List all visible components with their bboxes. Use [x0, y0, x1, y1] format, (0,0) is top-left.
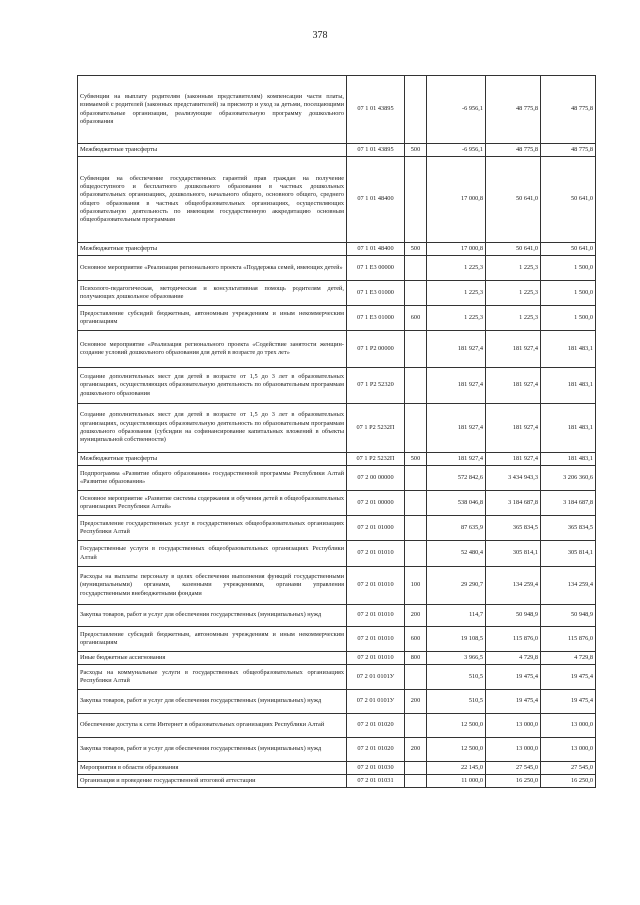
- row-amount-year-1: 510,5: [427, 665, 486, 690]
- row-amount-year-2: 181 927,4: [486, 331, 541, 368]
- row-expense-type: [405, 331, 427, 368]
- row-target-code: 07 1 E3 00000: [347, 256, 405, 281]
- row-amount-year-2: 305 814,1: [486, 541, 541, 567]
- row-name: Иные бюджетные ассигнования: [78, 652, 347, 665]
- row-amount-year-3: 3 206 360,6: [541, 466, 596, 491]
- row-amount-year-3: 16 250,0: [541, 775, 596, 788]
- row-name: Организация и проведение государственной итоговой аттестации: [78, 775, 347, 788]
- row-name: Субвенции на выплату родителям (законным представителям) компенсации части платы, взимаемой с родителей (законных представителей) за присмотр и уход за детьми, посещающими образовательные организации, реализующие образовательную программу дошкольного образования: [78, 76, 347, 144]
- table-row: [78, 738, 596, 762]
- row-target-code: 07 2 01 00000: [347, 491, 405, 516]
- row-name: Предоставление субсидий бюджетным, автономным учреждениям и иным некоммерческим организациям: [78, 627, 347, 652]
- row-amount-year-3: 115 876,0: [541, 627, 596, 652]
- row-amount-year-3: 19 475,4: [541, 690, 596, 714]
- row-amount-year-3: 48 775,8: [541, 76, 596, 144]
- row-amount-year-1: -6 956,1: [427, 76, 486, 144]
- row-expense-type: [405, 404, 427, 453]
- row-amount-year-2: 1 225,3: [486, 306, 541, 331]
- row-amount-year-2: 48 775,8: [486, 144, 541, 157]
- page-number: 378: [312, 30, 328, 41]
- row-amount-year-2: 181 927,4: [486, 404, 541, 453]
- row-amount-year-2: 4 729,8: [486, 652, 541, 665]
- row-amount-year-3: 1 500,0: [541, 256, 596, 281]
- table-row: [78, 541, 596, 567]
- table-row: [78, 281, 596, 306]
- row-target-code: 07 2 01 01010: [347, 605, 405, 627]
- row-target-code: 07 2 01 01000: [347, 516, 405, 541]
- row-amount-year-2: 19 475,4: [486, 690, 541, 714]
- row-amount-year-1: 510,5: [427, 690, 486, 714]
- row-amount-year-1: 87 635,9: [427, 516, 486, 541]
- row-expense-type: [405, 466, 427, 491]
- row-amount-year-2: 181 927,4: [486, 453, 541, 466]
- row-amount-year-1: 181 927,4: [427, 453, 486, 466]
- row-amount-year-1: 22 145,0: [427, 762, 486, 775]
- row-amount-year-3: 181 483,1: [541, 453, 596, 466]
- row-target-code: 07 1 E3 01000: [347, 281, 405, 306]
- row-target-code: 07 1 P2 52320: [347, 368, 405, 404]
- row-name: Межбюджетные трансферты: [78, 243, 347, 256]
- row-amount-year-1: 181 927,4: [427, 331, 486, 368]
- row-amount-year-3: 13 000,0: [541, 714, 596, 738]
- budget-table: [77, 75, 596, 788]
- row-expense-type: 500: [405, 453, 427, 466]
- row-expense-type: [405, 491, 427, 516]
- row-expense-type: 200: [405, 605, 427, 627]
- row-target-code: 07 1 P2 5232П: [347, 453, 405, 466]
- row-amount-year-1: 181 927,4: [427, 368, 486, 404]
- row-amount-year-2: 48 775,8: [486, 76, 541, 144]
- row-amount-year-1: 572 842,6: [427, 466, 486, 491]
- row-amount-year-2: 50 641,0: [486, 243, 541, 256]
- table-row: [78, 690, 596, 714]
- table-row: [78, 491, 596, 516]
- table-row: [78, 404, 596, 453]
- row-amount-year-1: 1 225,3: [427, 306, 486, 331]
- row-amount-year-3: 365 834,5: [541, 516, 596, 541]
- row-name: Предоставление государственных услуг в государственных общеобразовательных организациях Республики Алтай: [78, 516, 347, 541]
- row-expense-type: 500: [405, 144, 427, 157]
- row-name: Подпрограмма «Развитие общего образования» государственной программы Республики Алтай «Развитие образования»: [78, 466, 347, 491]
- row-target-code: 07 1 01 48400: [347, 243, 405, 256]
- row-amount-year-3: 4 729,8: [541, 652, 596, 665]
- row-target-code: 07 2 01 01010: [347, 567, 405, 605]
- table-row: [78, 516, 596, 541]
- row-name: Закупка товаров, работ и услуг для обеспечения государственных (муниципальных) нужд: [78, 738, 347, 762]
- row-target-code: 07 2 00 00000: [347, 466, 405, 491]
- row-amount-year-2: 19 475,4: [486, 665, 541, 690]
- row-expense-type: [405, 516, 427, 541]
- table-row: [78, 256, 596, 281]
- row-expense-type: [405, 256, 427, 281]
- row-amount-year-1: 17 000,8: [427, 243, 486, 256]
- row-amount-year-3: 50 641,0: [541, 157, 596, 243]
- row-amount-year-2: 50 948,9: [486, 605, 541, 627]
- row-name: Психолого-педагогическая, методическая и консультативная помощь родителям детей, получающих дошкольное образование: [78, 281, 347, 306]
- table-row: [78, 605, 596, 627]
- row-amount-year-2: 16 250,0: [486, 775, 541, 788]
- row-amount-year-1: 12 500,0: [427, 738, 486, 762]
- table-row: [78, 157, 596, 243]
- row-expense-type: [405, 157, 427, 243]
- row-name: Межбюджетные трансферты: [78, 453, 347, 466]
- row-amount-year-3: 305 814,1: [541, 541, 596, 567]
- row-expense-type: 500: [405, 243, 427, 256]
- row-amount-year-1: 1 225,3: [427, 256, 486, 281]
- row-amount-year-3: 134 259,4: [541, 567, 596, 605]
- row-amount-year-3: 50 948,9: [541, 605, 596, 627]
- table-row: [78, 76, 596, 144]
- row-amount-year-3: 181 483,1: [541, 368, 596, 404]
- row-amount-year-1: -6 956,1: [427, 144, 486, 157]
- row-amount-year-1: 3 966,5: [427, 652, 486, 665]
- row-name: Мероприятия в области образования: [78, 762, 347, 775]
- row-amount-year-2: 50 641,0: [486, 157, 541, 243]
- row-target-code: 07 2 01 01010: [347, 541, 405, 567]
- row-amount-year-3: 1 500,0: [541, 306, 596, 331]
- table-row: [78, 368, 596, 404]
- table-row: [78, 306, 596, 331]
- row-amount-year-1: 19 108,5: [427, 627, 486, 652]
- row-target-code: 07 1 01 48400: [347, 157, 405, 243]
- row-amount-year-3: 13 000,0: [541, 738, 596, 762]
- row-name: Основное мероприятие «Реализация регионального проекта «Содействие занятости женщин-создание условий дошкольного образования для детей в возрасте до трех лет»: [78, 331, 347, 368]
- row-target-code: 07 2 01 01010: [347, 652, 405, 665]
- row-expense-type: [405, 281, 427, 306]
- row-target-code: 07 2 01 0101У: [347, 690, 405, 714]
- row-amount-year-2: 115 876,0: [486, 627, 541, 652]
- row-amount-year-1: 17 000,8: [427, 157, 486, 243]
- row-amount-year-2: 134 259,4: [486, 567, 541, 605]
- row-target-code: 07 2 01 01030: [347, 762, 405, 775]
- table-row: [78, 775, 596, 788]
- row-name: Межбюджетные трансферты: [78, 144, 347, 157]
- row-expense-type: 800: [405, 652, 427, 665]
- row-expense-type: [405, 714, 427, 738]
- table-row: [78, 567, 596, 605]
- row-amount-year-3: 27 545,0: [541, 762, 596, 775]
- row-target-code: 07 1 01 43895: [347, 144, 405, 157]
- row-target-code: 07 1 01 43895: [347, 76, 405, 144]
- row-target-code: 07 2 01 01031: [347, 775, 405, 788]
- row-target-code: 07 2 01 01020: [347, 738, 405, 762]
- row-name: Создание дополнительных мест для детей в возрасте от 1,5 до 3 лет в образовательных организациях, осуществляющих образовательную деятельность по образовательным программам дошкольного образования: [78, 368, 347, 404]
- row-name: Расходы на выплаты персоналу в целях обеспечения выполнения функций государственными (муниципальными) органами, казенными учреждениями, органами управления государственными внебюджетными фондами: [78, 567, 347, 605]
- row-name: Государственные услуги в государственных общеобразовательных организациях Республики Алтай: [78, 541, 347, 567]
- row-amount-year-2: 181 927,4: [486, 368, 541, 404]
- row-name: Создание дополнительных мест для детей в возрасте от 1,5 до 3 лет в образовательных организациях, осуществляющих образовательную деятельность по образовательным программам дошкольного образования (субсидии на софинансирование капитальных вложений в объекты муниципальной собственности): [78, 404, 347, 453]
- row-expense-type: 200: [405, 738, 427, 762]
- row-target-code: 07 2 01 0101У: [347, 665, 405, 690]
- row-name: Закупка товаров, работ и услуг для обеспечения государственных (муниципальных) нужд: [78, 605, 347, 627]
- row-expense-type: 100: [405, 567, 427, 605]
- row-name: Основное мероприятие «Развитие системы содержания и обучения детей в общеобразовательных организациях Республики Алтай»: [78, 491, 347, 516]
- row-amount-year-2: 1 225,3: [486, 256, 541, 281]
- row-amount-year-2: 3 434 943,3: [486, 466, 541, 491]
- row-expense-type: 600: [405, 306, 427, 331]
- row-expense-type: [405, 541, 427, 567]
- row-amount-year-1: 12 500,0: [427, 714, 486, 738]
- row-amount-year-2: 3 184 687,8: [486, 491, 541, 516]
- row-amount-year-3: 3 184 687,8: [541, 491, 596, 516]
- row-amount-year-1: 11 000,0: [427, 775, 486, 788]
- row-amount-year-1: 538 046,8: [427, 491, 486, 516]
- row-name: Обеспечение доступа к сети Интернет в образовательных организациях Республики Алтай: [78, 714, 347, 738]
- row-amount-year-1: 52 480,4: [427, 541, 486, 567]
- table-row: [78, 714, 596, 738]
- row-amount-year-1: 114,7: [427, 605, 486, 627]
- row-name: Предоставление субсидий бюджетным, автономным учреждениям и иным некоммерческим организациям: [78, 306, 347, 331]
- row-target-code: 07 2 01 01020: [347, 714, 405, 738]
- table-row: [78, 331, 596, 368]
- row-expense-type: [405, 762, 427, 775]
- row-expense-type: 200: [405, 690, 427, 714]
- row-name: Субвенции на обеспечение государственных гарантий прав граждан на получение общедоступного и бесплатного дошкольного образования в частных дошкольных образовательных организациях, дошкольного, начального общего, основного общего, среднего общего образования в частных общеобразовательных организациях, осуществляющих образовательную деятельность по имеющим государственную аккредитацию основным общеобразовательным программам: [78, 157, 347, 243]
- row-amount-year-2: 13 000,0: [486, 714, 541, 738]
- row-expense-type: 600: [405, 627, 427, 652]
- row-target-code: 07 1 P2 00000: [347, 331, 405, 368]
- row-expense-type: [405, 76, 427, 144]
- table-row: [78, 144, 596, 157]
- row-name: Расходы на коммунальные услуги в государственных общеобразовательных организациях Республики Алтай: [78, 665, 347, 690]
- row-target-code: 07 1 E3 01000: [347, 306, 405, 331]
- row-amount-year-3: 50 641,0: [541, 243, 596, 256]
- row-amount-year-3: 181 483,1: [541, 331, 596, 368]
- row-amount-year-2: 27 545,0: [486, 762, 541, 775]
- row-amount-year-1: 181 927,4: [427, 404, 486, 453]
- row-name: Закупка товаров, работ и услуг для обеспечения государственных (муниципальных) нужд: [78, 690, 347, 714]
- table-row: [78, 665, 596, 690]
- row-amount-year-3: 48 775,8: [541, 144, 596, 157]
- row-amount-year-1: 29 290,7: [427, 567, 486, 605]
- row-amount-year-1: 1 225,3: [427, 281, 486, 306]
- table-row: [78, 652, 596, 665]
- row-amount-year-2: 13 000,0: [486, 738, 541, 762]
- table-row: [78, 627, 596, 652]
- table-row: [78, 466, 596, 491]
- table-row: [78, 453, 596, 466]
- row-expense-type: [405, 775, 427, 788]
- table-row: [78, 762, 596, 775]
- row-target-code: 07 1 P2 5232П: [347, 404, 405, 453]
- table-row: [78, 243, 596, 256]
- row-name: Основное мероприятие «Реализация регионального проекта «Поддержка семей, имеющих детей»: [78, 256, 347, 281]
- row-amount-year-3: 19 475,4: [541, 665, 596, 690]
- budget-table-body: [78, 76, 596, 788]
- row-amount-year-2: 1 225,3: [486, 281, 541, 306]
- row-amount-year-3: 1 500,0: [541, 281, 596, 306]
- row-expense-type: [405, 665, 427, 690]
- row-amount-year-2: 365 834,5: [486, 516, 541, 541]
- row-amount-year-3: 181 483,1: [541, 404, 596, 453]
- row-expense-type: [405, 368, 427, 404]
- row-target-code: 07 2 01 01010: [347, 627, 405, 652]
